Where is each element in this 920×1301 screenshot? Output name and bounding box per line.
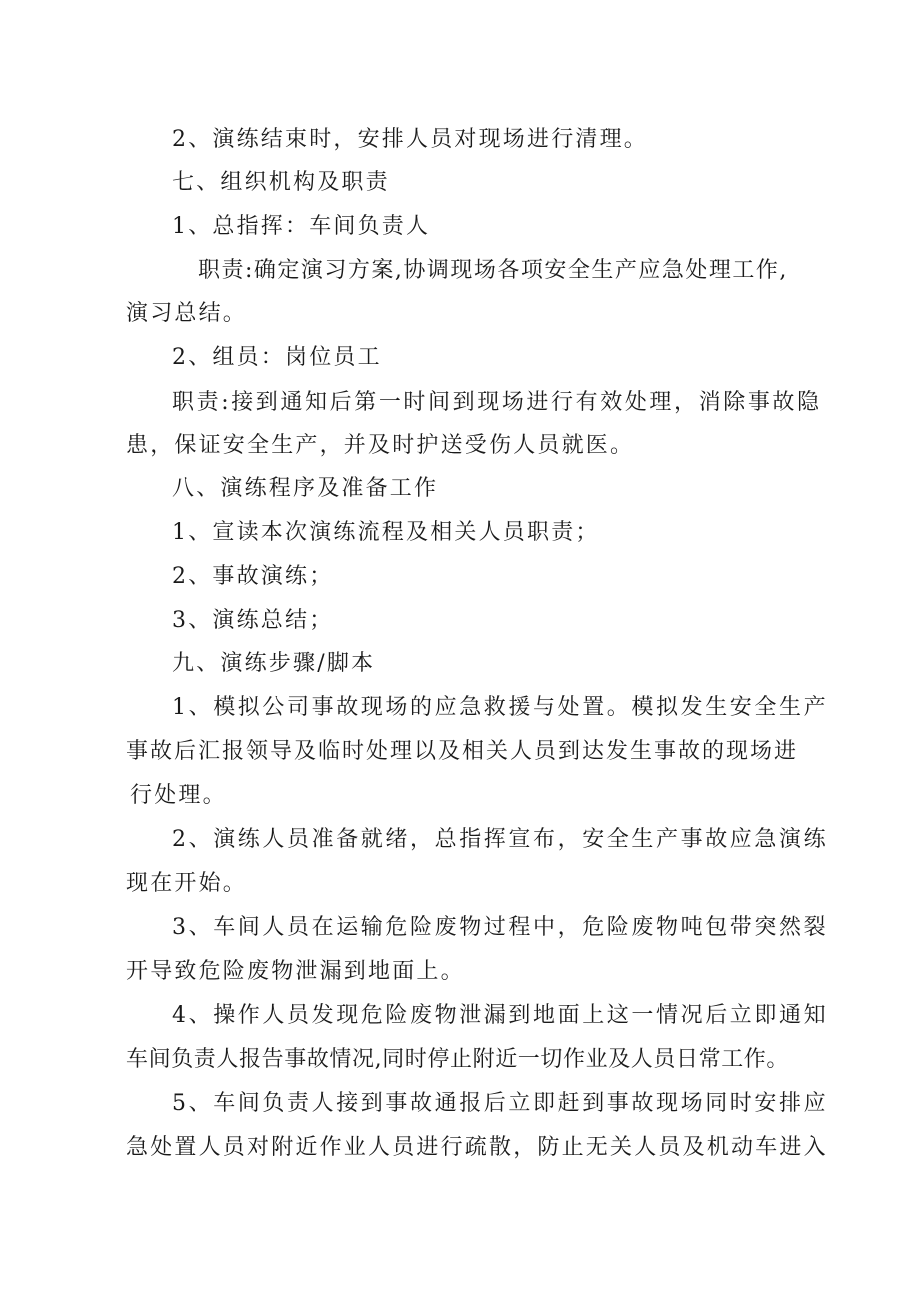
paragraph-line: 职责:接到通知后第一时间到现场进行有效处理，消除事故隐 [172,390,822,415]
paragraph-line: 行处理。 [130,783,227,808]
paragraph-line: 1、模拟公司事故现场的应急救援与处置。模拟发生安全生产 [172,695,829,720]
paragraph-line: 急处置人员对附近作业人员进行疏散，防止无关人员及机动车进入 [126,1135,828,1160]
paragraph-line: 开导致危险废物泄漏到地面上。 [126,959,465,984]
paragraph-line: 3、车间人员在运输危险废物过程中，危险废物吨包带突然裂 [172,915,829,940]
section-heading-7: 七、组织机构及职责 [172,170,390,195]
paragraph-line: 演习总结。 [126,301,248,326]
paragraph-line: 4、操作人员发现危险废物泄漏到地面上这一情况后立即通知 [172,1003,829,1028]
paragraph-line: 职责:确定演习方案,协调现场各项安全生产应急处理工作, [198,258,788,283]
paragraph-line: 1、宣读本次演练流程及相关人员职责； [172,520,600,545]
paragraph-line: 1、总指挥：车间负责人 [172,214,431,239]
paragraph-line: 2、演练人员准备就绪，总指挥宣布，安全生产事故应急演练 [172,827,829,852]
section-heading-9: 九、演练步骤/脚本 [172,651,376,676]
paragraph-line: 事故后汇报领导及临时处理以及相关人员到达发生事故的现场进 [126,739,799,764]
paragraph-line: 2、演练结束时，安排人员对现场进行清理。 [172,127,648,152]
paragraph-line: 5、车间负责人接到事故通报后立即赶到事故现场同时安排应 [172,1091,829,1116]
paragraph-line: 现在开始。 [126,871,248,896]
section-heading-8: 八、演练程序及准备工作 [172,476,439,501]
paragraph-line: 患，保证安全生产，并及时护送受伤人员就医。 [126,433,635,458]
paragraph-line: 2、事故演练； [172,564,334,589]
paragraph-line: 2、组员：岗位员工 [172,345,382,370]
paragraph-line: 车间负责人报告事故情况,同时停止附近一切作业及人员日常工作。 [126,1047,789,1072]
paragraph-line: 3、演练总结； [172,608,334,633]
